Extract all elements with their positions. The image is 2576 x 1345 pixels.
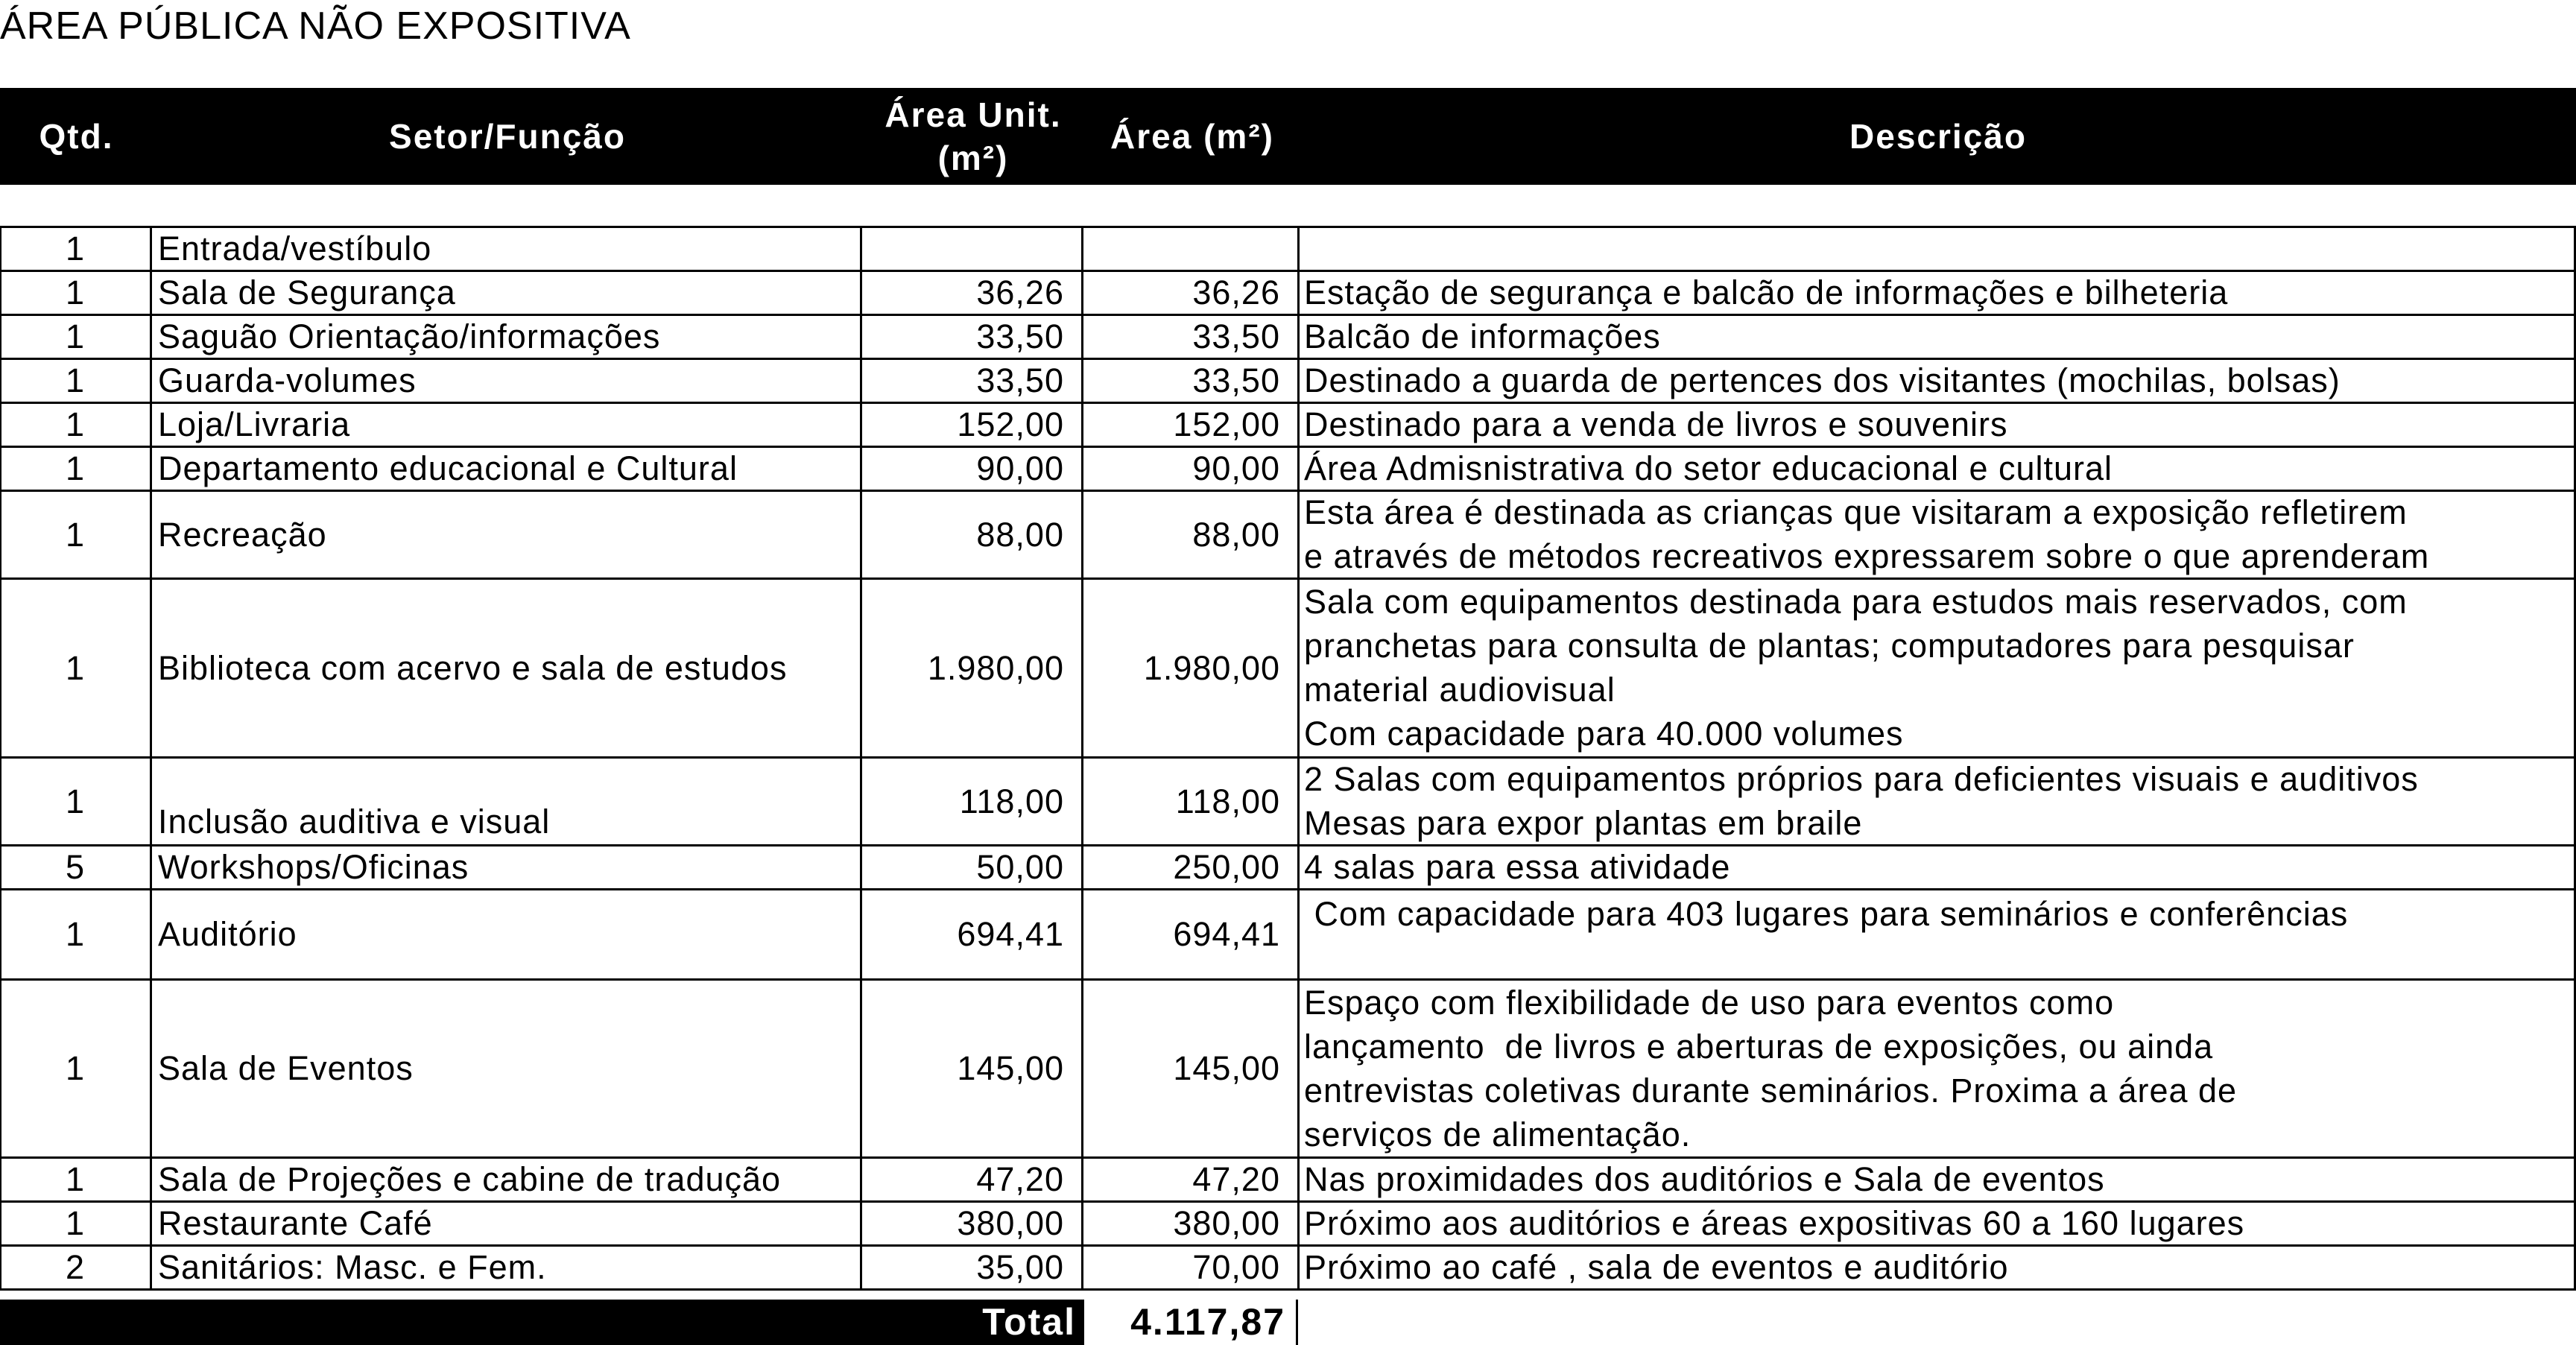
cell-qtd: 1 [65,449,86,487]
descricao-line: pranchetas para consulta de plantas; computadores para pesquisar [1304,627,2355,665]
descricao-line: 4 salas para essa atividade [1304,848,1731,886]
column-divider [150,227,152,1289]
cell-area-unit: 145,00 [957,1049,1064,1087]
cell-descricao [1298,227,2576,270]
cell-descricao [1298,402,2576,446]
cell-qtd: 1 [65,1160,86,1198]
cell-setor: Guarda-volumes [158,361,417,399]
cell-area-unit: 33,50 [976,317,1064,355]
cell-area [1082,227,1298,270]
row-divider [0,402,2576,404]
cell-descricao [1298,446,2576,490]
cell-area-unit: 1.980,00 [927,648,1064,687]
cell-setor: Entrada/vestíbulo [158,230,432,268]
cell-area-unit: 35,00 [976,1248,1064,1286]
descricao-line: lançamento de livros e aberturas de exposições, ou ainda [1304,1027,2214,1066]
cell-qtd: 1 [65,361,86,399]
row-divider [0,314,2576,316]
cell-area: 1.980,00 [1143,648,1280,687]
column-divider [1081,227,1083,1289]
cell-area: 47,20 [1192,1160,1280,1198]
row-divider [0,978,2576,981]
row-divider [0,358,2576,360]
header-area-unit [862,88,1084,185]
cell-qtd: 1 [65,1204,86,1242]
cell-area: 88,00 [1192,515,1280,554]
cell-descricao [1298,314,2576,358]
table-header [0,88,2576,185]
cell-qtd: 1 [65,782,86,820]
cell-qtd: 1 [65,273,86,311]
cell-descricao [1298,1157,2576,1201]
descricao-line: Esta área é destinada as crianças que visitaram a exposição refletirem [1304,493,2408,531]
descricao-line: Próximo aos auditórios e áreas expositivas 60 a 160 lugares [1304,1204,2245,1242]
descricao-line: Com capacidade para 40.000 volumes [1304,715,1904,753]
row-divider [0,1156,2576,1159]
cell-area: 152,00 [1173,405,1280,443]
cell-area: 694,41 [1173,915,1280,953]
cell-area-unit: 694,41 [957,915,1064,953]
descricao-line: Balcão de informações [1304,317,1661,355]
header-setor: Setor/Função [389,117,626,156]
header-descricao: Descrição [1849,117,2027,156]
cell-descricao [1298,757,2576,845]
cell-qtd: 2 [65,1248,86,1286]
row-divider [0,270,2576,272]
header-area-unit-line2: (m²) [937,139,1009,177]
cell-area: 70,00 [1192,1248,1280,1286]
cell-qtd: 1 [65,915,86,953]
descricao-line: Nas proximidades dos auditórios e Sala de eventos [1304,1160,2105,1198]
cell-qtd: 1 [65,1049,86,1087]
cell-area: 118,00 [1175,782,1280,820]
cell-descricao [1298,889,2576,979]
cell-area: 36,26 [1192,273,1280,311]
cell-area-unit: 152,00 [957,405,1064,443]
descricao-line: Próximo ao café , sala de eventos e auditório [1304,1248,2009,1286]
row-divider [0,756,2576,759]
cell-descricao [1298,490,2576,578]
cell-area: 145,00 [1173,1049,1280,1087]
cell-area-unit: 50,00 [976,848,1064,886]
cell-area: 33,50 [1192,361,1280,399]
cell-qtd: 1 [65,405,86,443]
cell-area-unit: 36,26 [976,273,1064,311]
cell-descricao [1298,845,2576,889]
cell-area-unit: 90,00 [976,449,1064,487]
cell-descricao [1298,1201,2576,1245]
cell-area-unit: 47,20 [976,1160,1064,1198]
row-divider [0,1244,2576,1247]
cell-descricao [1298,358,2576,402]
cell-setor: Loja/Livraria [158,405,351,443]
row-divider [0,888,2576,890]
header-qtd: Qtd. [39,117,114,156]
cell-setor: Sala de Projeções e cabine de tradução [158,1160,782,1198]
cell-area: 380,00 [1173,1204,1280,1242]
descricao-line: Espaço com flexibilidade de uso para eventos como [1304,983,2115,1022]
cell-setor: Departamento educacional e Cultural [158,449,738,487]
descricao-line: e através de métodos recreativos expressarem sobre o que aprenderam [1304,537,2430,575]
cell-descricao [1298,270,2576,314]
page-title: ÁREA PÚBLICA NÃO EXPOSITIVA [0,4,631,48]
row-divider [0,844,2576,846]
descricao-line: Destinado a guarda de pertences dos visitantes (mochilas, bolsas) [1304,361,2341,399]
header-area: Área (m²) [1110,117,1274,156]
cell-setor: Workshops/Oficinas [158,848,469,886]
cell-setor: Sala de Eventos [158,1049,414,1087]
descricao-line: serviços de alimentação. [1304,1115,1692,1153]
descricao-line: Com capacidade para 403 lugares para seminários e conferências [1304,895,2349,933]
row-divider [0,226,2576,228]
cell-setor: Saguão Orientação/informações [158,317,661,355]
row-divider [0,577,2576,580]
row-divider [0,1200,2576,1203]
cell-setor: Auditório [158,915,297,953]
cell-descricao [1298,979,2576,1157]
cell-area: 90,00 [1192,449,1280,487]
descricao-line: Área Admisnistrativa do setor educacional e cultural [1304,449,2113,487]
cell-area: 33,50 [1192,317,1280,355]
total-bar [0,1300,1082,1345]
cell-area-unit [861,227,1082,270]
descricao-line: entrevistas coletivas durante seminários. Proxima a área de [1304,1071,2238,1110]
cell-setor: Biblioteca com acervo e sala de estudos [158,648,788,687]
descricao-line: 2 Salas com equipamentos próprios para deficientes visuais e auditivos [1304,760,2419,798]
total-value: 4.117,87 [1130,1301,1285,1343]
cell-area-unit: 118,00 [959,782,1064,820]
cell-area-unit: 33,50 [976,361,1064,399]
cell-qtd: 5 [65,848,86,886]
cell-qtd: 1 [65,230,86,268]
row-divider [0,1288,2576,1291]
header-area-unit-line1: Área Unit. [884,95,1062,134]
total-label: Total [982,1301,1076,1343]
data-table [0,227,2576,1300]
descricao-line: Mesas para expor plantas em braile [1304,804,1863,842]
cell-descricao [1298,578,2576,757]
cell-area: 250,00 [1173,848,1280,886]
cell-qtd: 1 [65,515,86,554]
row-divider [0,490,2576,492]
cell-qtd: 1 [65,317,86,355]
column-divider [860,227,862,1289]
cell-area-unit: 380,00 [957,1204,1064,1242]
cell-setor: Sanitários: Masc. e Fem. [158,1248,547,1286]
cell-qtd: 1 [65,648,86,687]
row-divider [0,446,2576,448]
descricao-line: Destinado para a venda de livros e souvenirs [1304,405,2008,443]
total-box [1082,1300,1298,1345]
cell-area-unit: 88,00 [976,515,1064,554]
cell-setor: Restaurante Café [158,1204,433,1242]
descricao-line: material audiovisual [1304,671,1615,709]
column-divider [0,227,1,1289]
cell-setor: Recreação [158,515,327,554]
descricao-line: Estação de segurança e balcão de informações e bilheteria [1304,273,2229,311]
cell-descricao [1298,1245,2576,1289]
column-divider [1297,227,1300,1289]
cell-setor: Inclusão auditiva e visual [158,803,551,841]
cell-setor: Sala de Segurança [158,273,456,311]
descricao-line: Sala com equipamentos destinada para estudos mais reservados, com [1304,583,2408,621]
